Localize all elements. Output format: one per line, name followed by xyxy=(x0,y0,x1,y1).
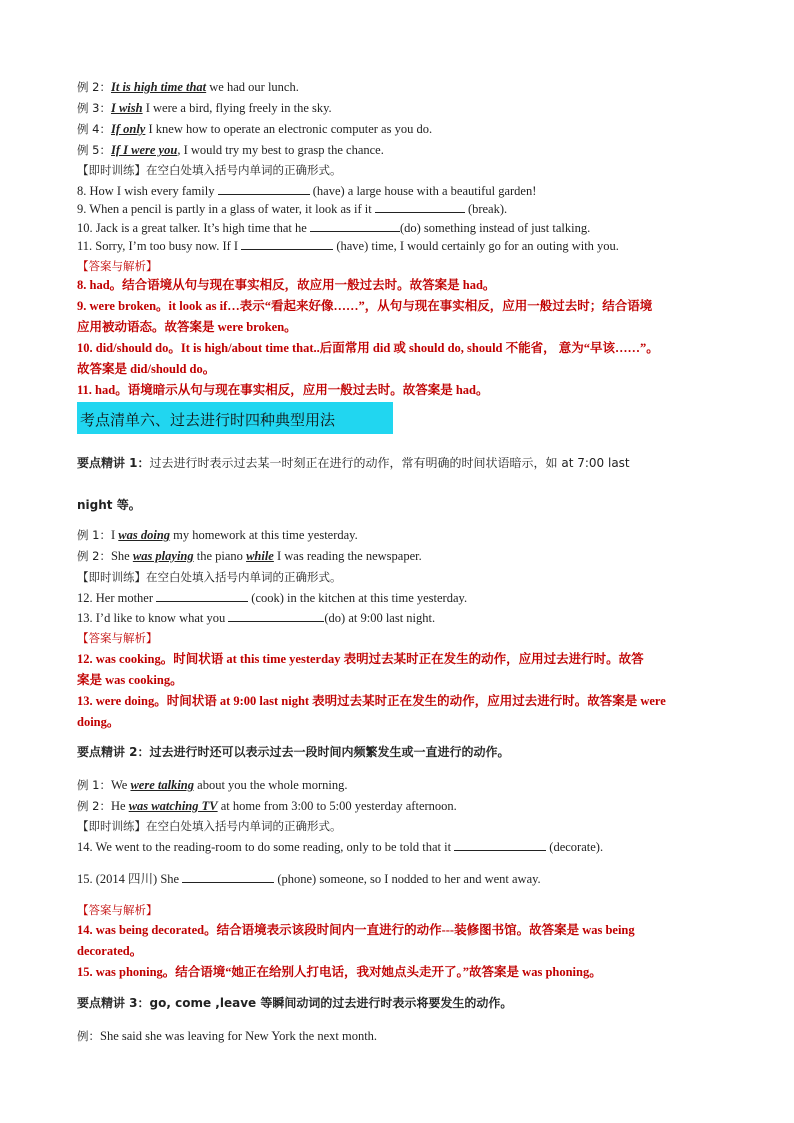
answer-11: 11. had。语境暗示从句与现在事实相反，应用一般过去时。故答案是 had。 xyxy=(77,383,489,397)
example-label: 例 2： xyxy=(77,80,111,94)
example-highlight: was watching TV xyxy=(128,799,218,813)
answer-10-line2: 故答案是 did/should do。 xyxy=(77,362,216,376)
example-highlight: If I were you xyxy=(110,143,178,157)
example-text: I were a bird, flying freely in the sky. xyxy=(142,101,332,115)
answer-8: 8. had。结合语境从句与现在事实相反，故应用一般过去时。故答案是 had。 xyxy=(77,278,496,292)
answer-blank[interactable] xyxy=(375,201,465,213)
answer-tag: 【答案与解析】 xyxy=(77,903,158,917)
example-highlight: was playing xyxy=(132,549,194,563)
example-line xyxy=(77,798,457,814)
example-text: we had our lunch. xyxy=(206,80,299,94)
example-line xyxy=(77,142,384,158)
example-line xyxy=(77,121,432,137)
example-label: 例 4： xyxy=(77,122,111,136)
example-highlight: was doing xyxy=(118,528,171,542)
example-line xyxy=(77,1028,377,1044)
answer-12-line1: 12. was cooking。时间状语 at this time yesterday 表明过去某时正在发生的动作，应用过去进行时。故答 xyxy=(77,652,644,666)
answer-9-line2: 应用被动语态。故答案是 were broken。 xyxy=(77,320,297,334)
example-label: 例： xyxy=(77,1029,100,1043)
answer-13-line1: 13. were doing。时间状语 at 9:00 last night 表明过去某时正在发生的动作，应用过去进行时。故答案是 were xyxy=(77,694,666,708)
question-text: 15. (2014 四川) She xyxy=(77,872,183,886)
example-label: 例 5： xyxy=(77,143,111,157)
answer-tag: 【答案与解析】 xyxy=(77,631,158,645)
question-text: (do) something instead of just talking. xyxy=(399,221,591,235)
key-point-text: 过去进行时还可以表示过去一段时间内频繁发生或一直进行的动作。 xyxy=(149,745,510,759)
practice-tag: 【即时训练】在空白处填入括号内单词的正确形式。 xyxy=(77,570,342,584)
question-8 xyxy=(77,183,536,199)
example-line xyxy=(77,100,332,116)
answer-blank[interactable] xyxy=(228,610,324,622)
example-text: I xyxy=(110,528,119,542)
example-label: 例 3： xyxy=(77,101,111,115)
question-text: (break). xyxy=(464,202,508,216)
answer-blank[interactable] xyxy=(182,871,274,883)
question-text: 13. I’d like to know what you xyxy=(77,611,229,625)
key-point-label: 要点精讲 1： xyxy=(77,456,150,470)
answer-14-line1: 14. was being decorated。结合语境表示该段时间内一直进行的动作---装修图书馆。故答案是 was being xyxy=(77,923,635,937)
question-13 xyxy=(77,610,435,626)
question-text: (have) a large house with a beautiful garden! xyxy=(309,184,537,198)
question-11 xyxy=(77,238,619,254)
answer-13-line2: doing。 xyxy=(77,715,120,729)
question-text: (cook) in the kitchen at this time yesterday. xyxy=(248,591,468,605)
example-highlight: If only xyxy=(110,122,146,136)
key-point-1 xyxy=(77,455,630,471)
answer-tag: 【答案与解析】 xyxy=(77,259,158,273)
example-highlight: while xyxy=(246,549,274,563)
question-text: 12. Her mother xyxy=(77,591,157,605)
question-text: (have) time, I would certainly go for an outing with you. xyxy=(333,239,619,253)
example-text: at home from 3:00 to 5:00 yesterday afternoon. xyxy=(217,799,457,813)
key-point-3 xyxy=(77,995,512,1011)
example-line xyxy=(77,79,299,95)
answer-blank[interactable] xyxy=(454,839,546,851)
question-12 xyxy=(77,590,467,606)
question-9 xyxy=(77,201,507,217)
key-point-text: 过去进行时表示过去某一时刻正在进行的动作，常有明确的时间状语暗示，如 at 7:00 last xyxy=(149,456,630,470)
key-point-2 xyxy=(77,744,510,760)
answer-10-line1: 10. did/should do。It is high/about time that..后面常用 did 或 should do, should 不能省， 意为“早该……”。 xyxy=(77,341,659,355)
example-label: 例 2： xyxy=(77,549,111,563)
question-text: (phone) someone, so I nodded to her and went away. xyxy=(274,872,541,886)
example-text: the piano xyxy=(193,549,247,563)
example-text: my homework at this time yesterday. xyxy=(170,528,358,542)
answer-9-line1: 9. were broken。it look as if…表示“看起来好像……”，从句与现在事实相反，应用一般过去时；结合语境 xyxy=(77,299,653,313)
answer-12-line2: 案是 was cooking。 xyxy=(77,673,183,687)
question-text: 14. We went to the reading-room to do some reading, only to be told that it xyxy=(77,840,455,854)
example-highlight: were talking xyxy=(130,778,195,792)
example-text: I knew how to operate an electronic computer as you do. xyxy=(145,122,433,136)
question-text: 10. Jack is a great talker. It’s high time that he xyxy=(77,221,310,235)
key-point-text: go, come ,leave 等瞬间动词的过去进行时表示将要发生的动作。 xyxy=(149,996,513,1010)
example-line xyxy=(77,527,358,543)
example-line xyxy=(77,777,347,793)
example-text: She said she was leaving for New York the next month. xyxy=(100,1029,378,1043)
key-point-label: 要点精讲 3： xyxy=(77,996,150,1010)
example-line xyxy=(77,548,422,564)
answer-15: 15. was phoning。结合语境“她正在给别人打电话，我对她点头走开了。”故答案是 was phoning。 xyxy=(77,965,602,979)
practice-tag: 【即时训练】在空白处填入括号内单词的正确形式。 xyxy=(77,163,342,177)
example-label: 例 1： xyxy=(77,528,111,542)
key-point-label: 要点精讲 2： xyxy=(77,745,150,759)
example-text: about you the whole morning. xyxy=(194,778,348,792)
answer-blank[interactable] xyxy=(310,220,400,232)
example-text: We xyxy=(110,778,131,792)
answer-blank[interactable] xyxy=(241,238,333,250)
answer-14-line2: decorated。 xyxy=(77,944,143,958)
example-highlight: It is high time that xyxy=(110,80,207,94)
question-10 xyxy=(77,220,590,236)
question-14 xyxy=(77,839,603,855)
key-point-1-cont: night 等。 xyxy=(77,498,141,512)
section-heading: 考点清单六、过去进行时四种典型用法 xyxy=(80,411,336,429)
example-text: I was reading the newspaper. xyxy=(273,549,422,563)
example-label: 例 1： xyxy=(77,778,111,792)
question-text: 9. When a pencil is partly in a glass of water, it look as if it xyxy=(77,202,375,216)
practice-tag: 【即时训练】在空白处填入括号内单词的正确形式。 xyxy=(77,819,342,833)
example-label: 例 2： xyxy=(77,799,111,813)
question-text: 8. How I wish every family xyxy=(77,184,218,198)
example-text: She xyxy=(110,549,133,563)
question-text: (do) at 9:00 last night. xyxy=(324,611,436,625)
answer-blank[interactable] xyxy=(218,183,310,195)
question-15 xyxy=(77,871,541,887)
question-text: (decorate). xyxy=(546,840,604,854)
example-highlight: I wish xyxy=(110,101,143,115)
question-text: 11. Sorry, I’m too busy now. If I xyxy=(77,239,242,253)
example-text: , I would try my best to grasp the chance. xyxy=(177,143,384,157)
answer-blank[interactable] xyxy=(156,590,248,602)
example-text: He xyxy=(110,799,129,813)
